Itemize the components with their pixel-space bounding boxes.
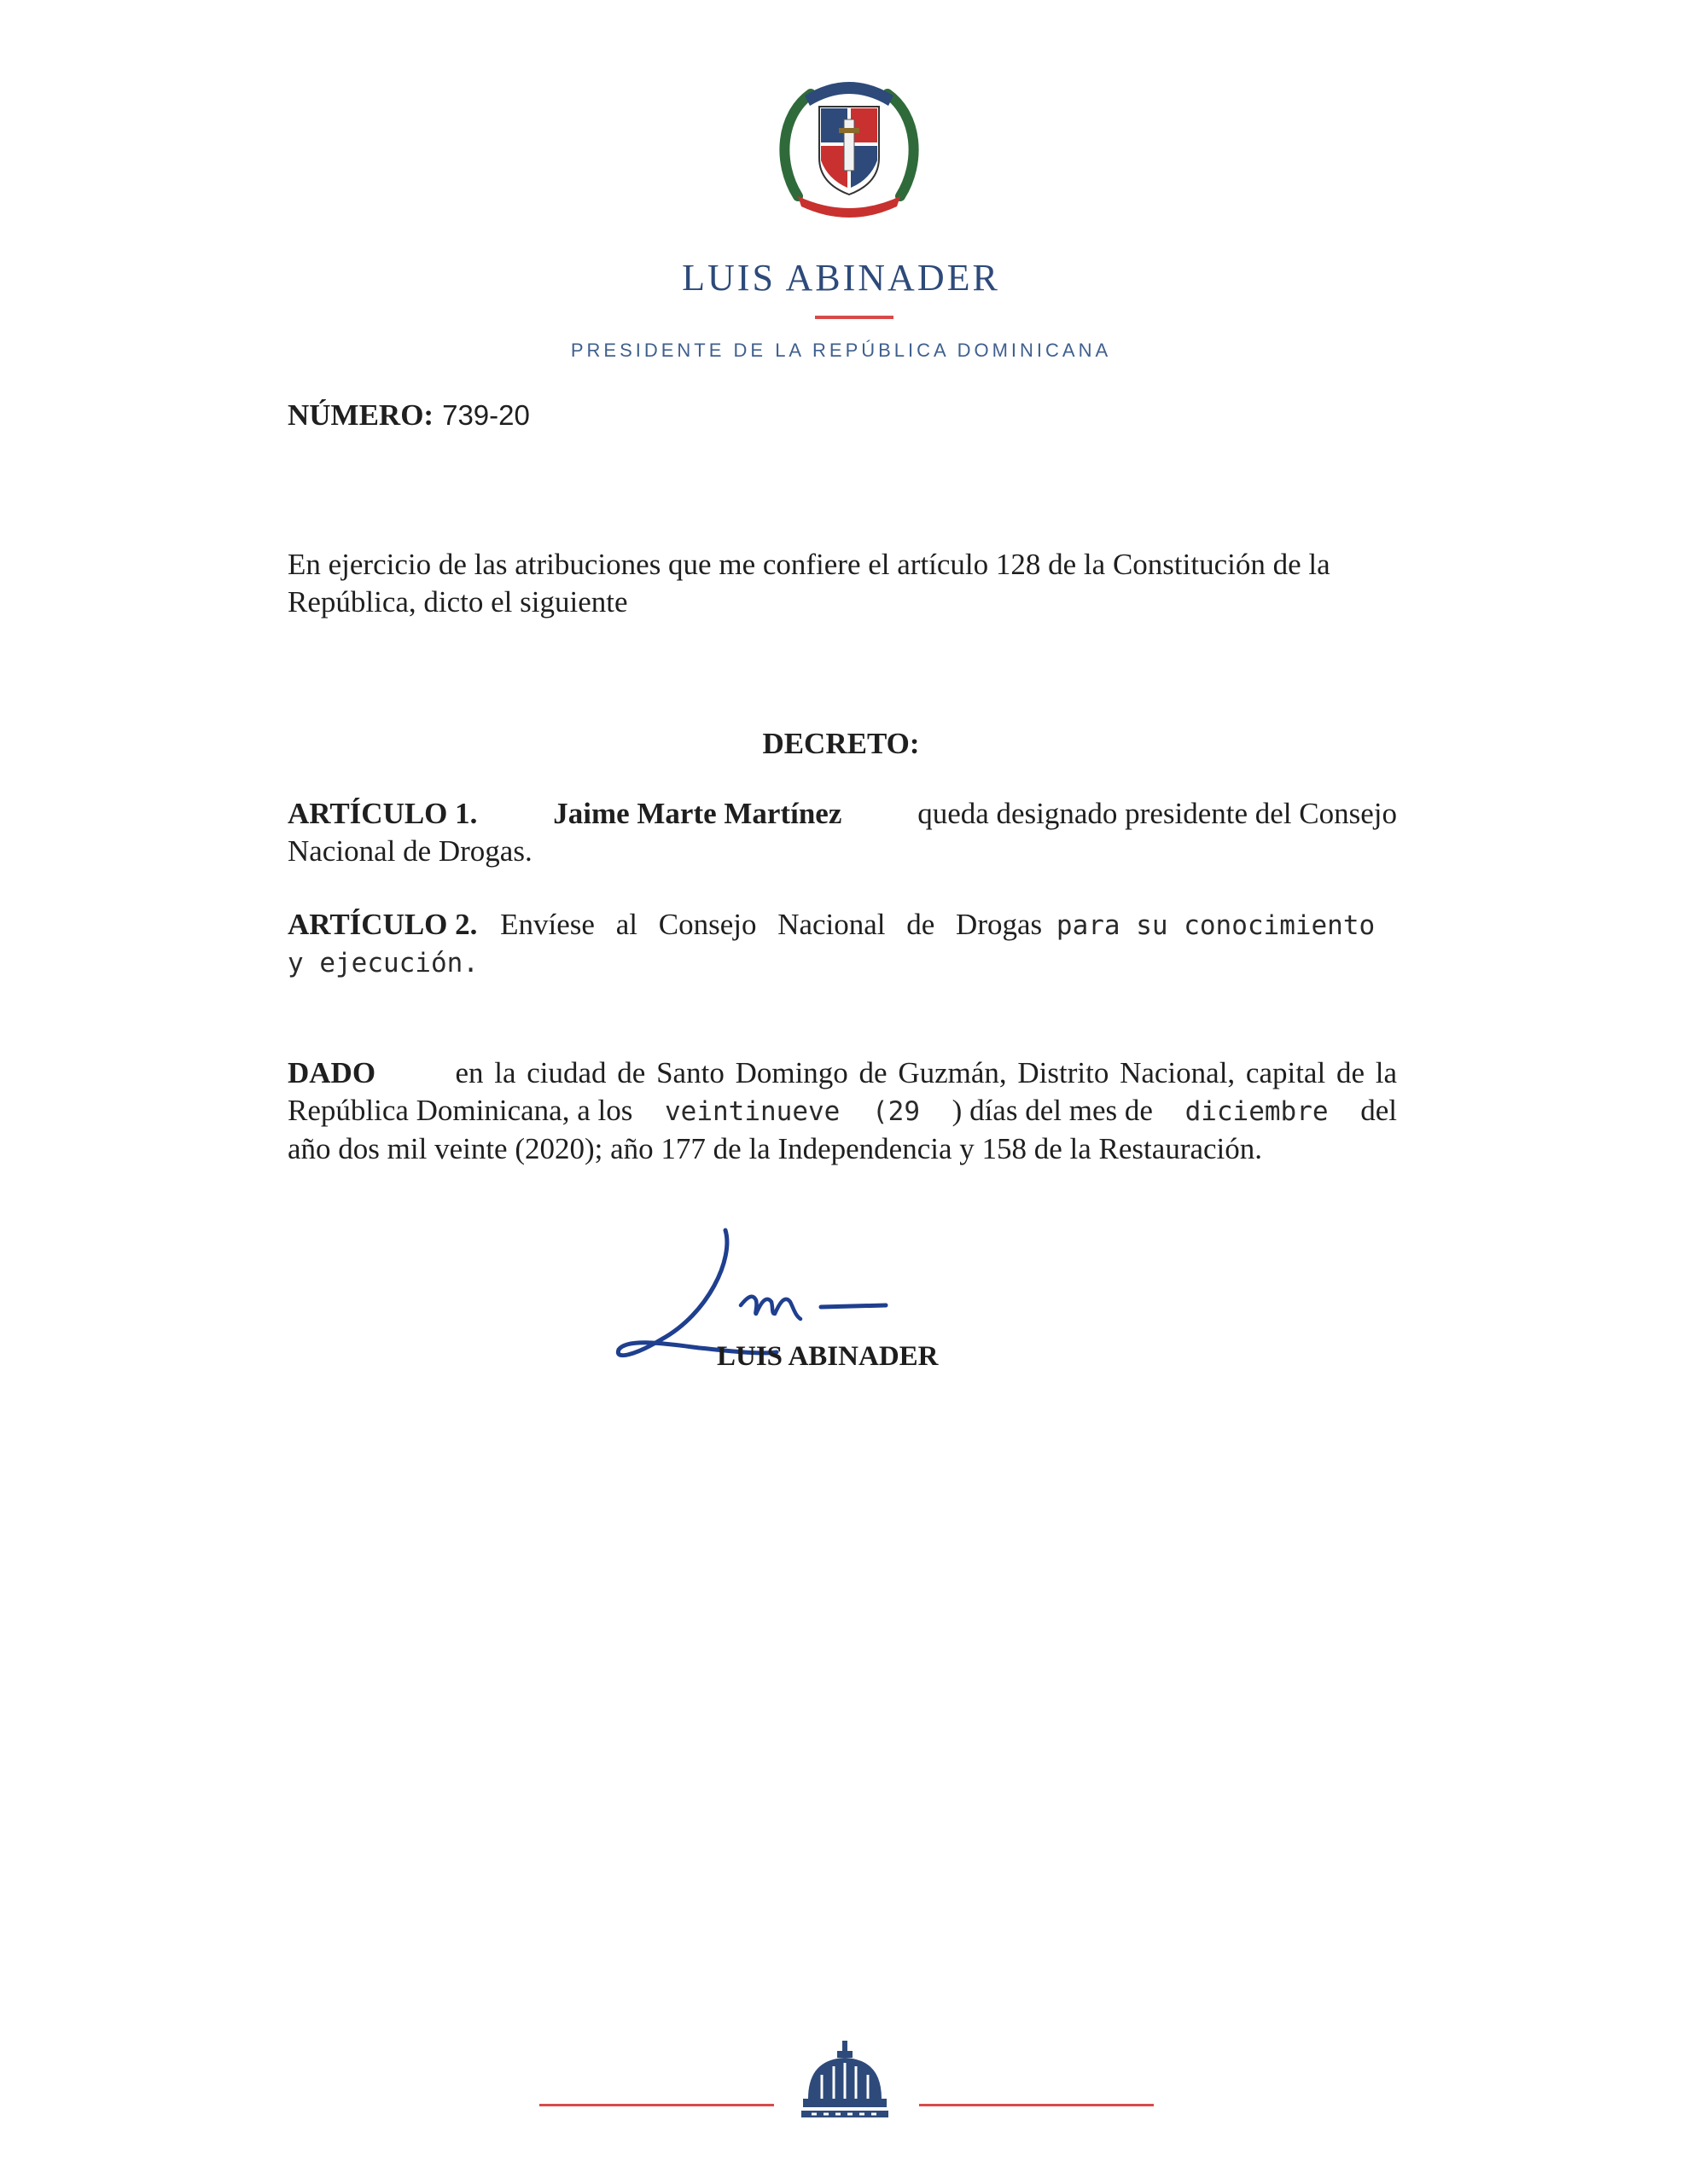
article-2-line-2: y ejecución.: [288, 948, 479, 979]
dado-line-2-a: República Dominicana, a los: [288, 1094, 633, 1127]
decree-number-value: 739-20: [442, 399, 530, 431]
decree-heading: DECRETO:: [762, 727, 920, 760]
footer-divider-left: [539, 2104, 774, 2106]
article-2-label: ARTÍCULO 2.: [288, 908, 478, 941]
coat-of-arms-icon: [772, 68, 926, 222]
dado-day-words: veintinueve: [665, 1096, 841, 1127]
dado-line-3: año dos mil veinte (2020); año 177 de la Independencia y 158 de la Restauración.: [288, 1132, 1263, 1165]
article-2: [288, 906, 1448, 982]
president-title: PRESIDENTE DE LA REPÚBLICA DOMINICANA: [570, 340, 1112, 361]
article-1-person: Jaime Marte Martínez: [553, 797, 842, 830]
dado-line-2-c: del: [1360, 1094, 1397, 1127]
intro-paragraph: [288, 546, 1397, 621]
decree-number-label: NÚMERO:: [288, 398, 434, 432]
dado-line-2: [288, 1092, 1397, 1130]
article-1-line-2: Nacional de Drogas.: [288, 834, 533, 868]
dado-line-1: [288, 1054, 1397, 1092]
intro-line-1: En ejercicio de las atribuciones que me confiere el artículo 128 de la Constitución de la: [288, 548, 1330, 581]
decree-number: [288, 397, 530, 434]
president-name: LUIS ABINADER: [682, 257, 1000, 299]
letterhead-divider: [815, 316, 893, 319]
dado-month: diciembre: [1184, 1096, 1329, 1127]
article-1-line-1: [288, 795, 1397, 833]
dado-label: DADO: [288, 1056, 376, 1089]
article-1: [288, 795, 1397, 870]
national-palace-dome-icon: [798, 2039, 892, 2124]
article-2-typed-text: para su conocimiento: [1056, 910, 1376, 941]
article-2-text: Envíese al Consejo Nacional de Drogas: [500, 908, 1043, 941]
article-1-text: queda designado presidente del Consejo: [917, 797, 1397, 830]
dado-line-1-text: en la ciudad de Santo Domingo de Guzmán, Distrito Nacional, capital de la: [455, 1056, 1397, 1089]
article-1-label: ARTÍCULO 1.: [288, 797, 478, 830]
article-2-line-1: [288, 906, 1448, 944]
intro-line-2: República, dicto el siguiente: [288, 585, 628, 619]
signer-name: LUIS ABINADER: [717, 1341, 939, 1372]
dado-day-number: (29: [872, 1096, 920, 1127]
dado-paragraph: [288, 1054, 1397, 1168]
footer-divider-right: [919, 2104, 1154, 2106]
dado-line-2-b: ) días del mes de: [952, 1094, 1153, 1127]
